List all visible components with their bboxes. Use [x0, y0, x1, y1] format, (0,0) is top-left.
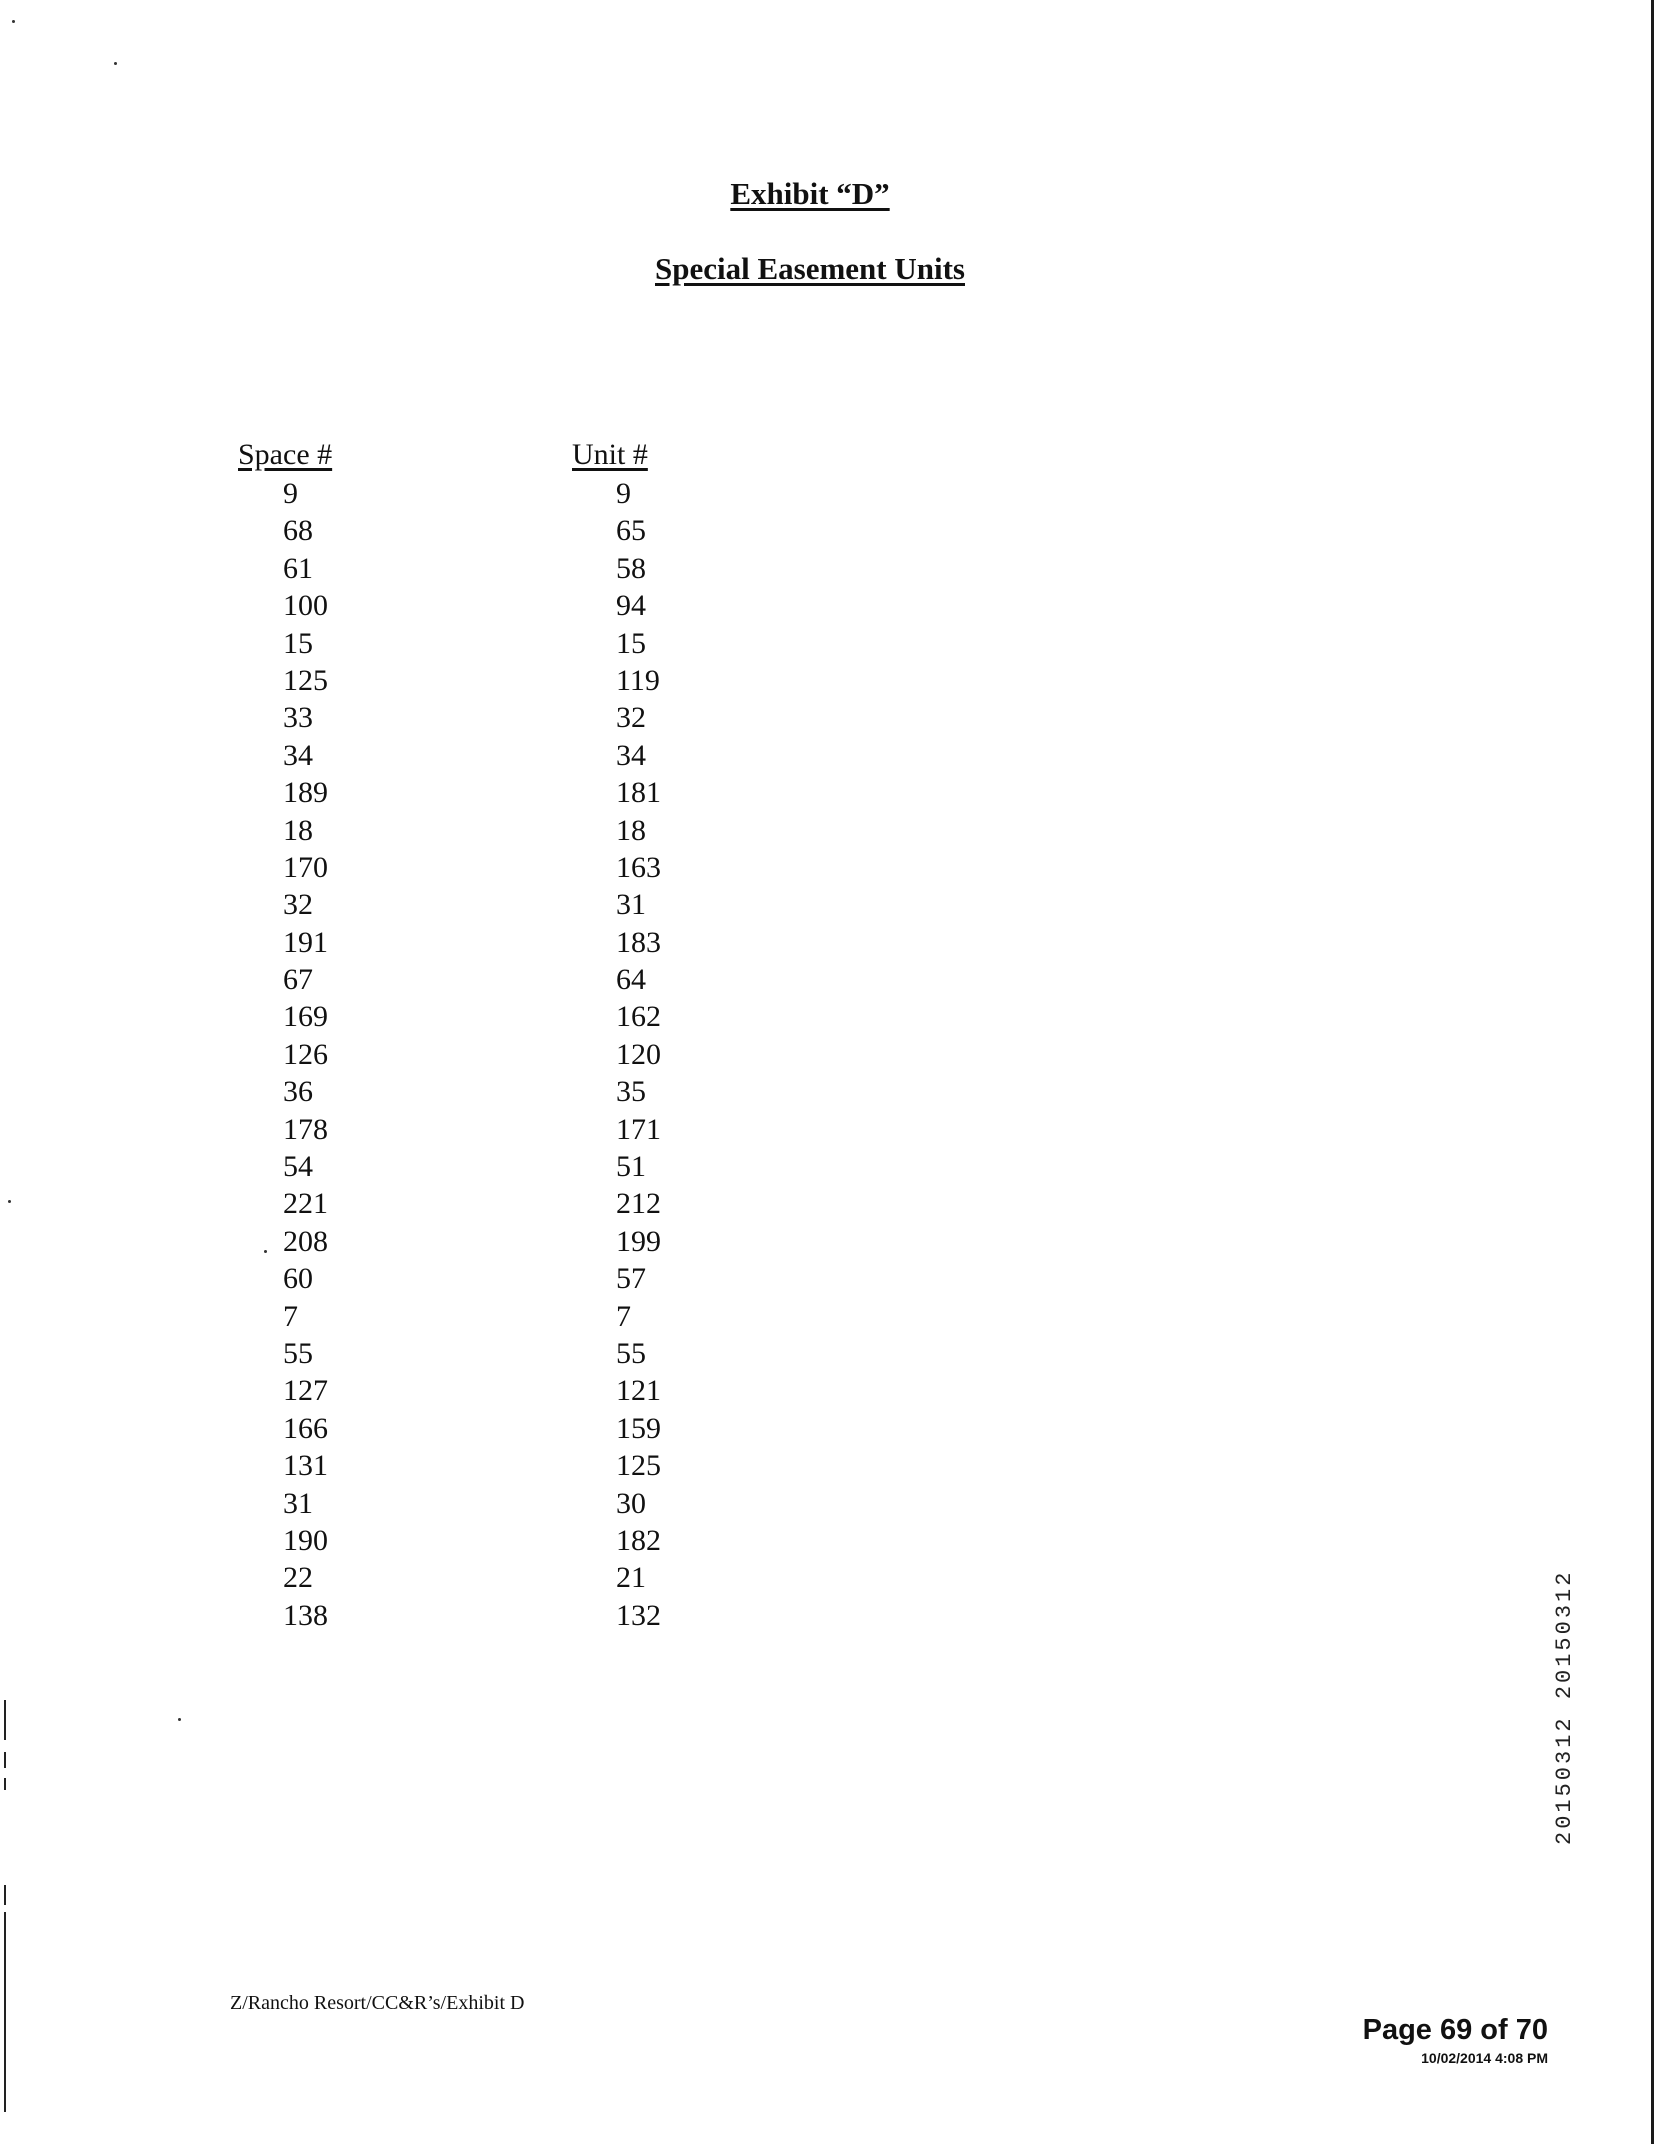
table-row: [0, 737, 800, 774]
cell-unit-number: 171: [616, 1112, 661, 1146]
cell-space-number: 208: [283, 1224, 328, 1258]
cell-unit-number: 94: [616, 589, 646, 623]
cell-unit-number: 64: [616, 963, 646, 997]
cell-space-number: 138: [283, 1598, 328, 1632]
cell-unit-number: 31: [616, 888, 646, 922]
scan-speck: [12, 20, 15, 23]
cell-unit-number: 163: [616, 850, 661, 884]
print-timestamp: 10/02/2014 4:08 PM: [1421, 2050, 1548, 2066]
table-row: [0, 1559, 800, 1596]
cell-unit-number: 32: [616, 701, 646, 735]
cell-space-number: 131: [283, 1449, 328, 1483]
cell-space-number: 169: [283, 1000, 328, 1034]
cell-unit-number: 65: [616, 514, 646, 548]
scan-mark: [4, 1778, 6, 1790]
scan-mark: [4, 1752, 6, 1768]
table-row: [0, 1522, 800, 1559]
table-row: [0, 998, 800, 1035]
table-row: [0, 1335, 800, 1372]
table-row: [0, 1485, 800, 1522]
cell-space-number: 100: [283, 589, 328, 623]
table-row: [0, 1185, 800, 1222]
scan-speck: [178, 1718, 181, 1721]
table-row: [0, 961, 800, 998]
cell-space-number: 125: [283, 663, 328, 697]
table-row: [0, 1447, 800, 1484]
cell-unit-number: 125: [616, 1449, 661, 1483]
table-row: [0, 1223, 800, 1260]
cell-unit-number: 183: [616, 925, 661, 959]
table-row: [0, 849, 800, 886]
cell-unit-number: 132: [616, 1598, 661, 1632]
table-row: [0, 699, 800, 736]
cell-unit-number: 199: [616, 1224, 661, 1258]
cell-unit-number: 162: [616, 1000, 661, 1034]
cell-space-number: 34: [283, 738, 313, 772]
document-subtitle-text: Special Easement Units: [655, 251, 965, 286]
cell-unit-number: 35: [616, 1075, 646, 1109]
table-row: [0, 1073, 800, 1110]
cell-unit-number: 18: [616, 813, 646, 847]
cell-space-number: 36: [283, 1075, 313, 1109]
cell-unit-number: 212: [616, 1187, 661, 1221]
cell-unit-number: 34: [616, 738, 646, 772]
cell-space-number: 31: [283, 1486, 313, 1520]
cell-space-number: 54: [283, 1150, 313, 1184]
table-row: [0, 812, 800, 849]
table-row: [0, 550, 800, 587]
page-number: Page 69 of 70: [1362, 2014, 1548, 2046]
table-row: [0, 1111, 800, 1148]
table-row: [0, 1260, 800, 1297]
table-row: [0, 774, 800, 811]
table-row: [0, 1372, 800, 1409]
cell-space-number: 55: [283, 1336, 313, 1370]
table-row: [0, 512, 800, 549]
cell-unit-number: 15: [616, 626, 646, 660]
footer-file-path: Z/Rancho Resort/CC&R’s/Exhibit D: [230, 1992, 525, 2014]
cell-space-number: 170: [283, 850, 328, 884]
cell-unit-number: 120: [616, 1037, 661, 1071]
table-row: [0, 1298, 800, 1335]
cell-unit-number: 121: [616, 1374, 661, 1408]
cell-unit-number: 119: [616, 663, 660, 697]
scan-speck: [114, 62, 117, 65]
table-row: [0, 1148, 800, 1185]
cell-space-number: 166: [283, 1411, 328, 1445]
cell-unit-number: 30: [616, 1486, 646, 1520]
cell-space-number: 18: [283, 813, 313, 847]
cell-space-number: 32: [283, 888, 313, 922]
cell-space-number: 190: [283, 1523, 328, 1557]
scan-mark: [4, 1700, 6, 1740]
cell-space-number: 7: [283, 1299, 298, 1333]
cell-unit-number: 58: [616, 551, 646, 585]
table-row: [0, 924, 800, 961]
document-title-text: Exhibit “D”: [730, 176, 890, 211]
cell-space-number: 68: [283, 514, 313, 548]
table-row: [0, 1597, 800, 1634]
table-body: [0, 475, 800, 1634]
table-row: [0, 625, 800, 662]
cell-space-number: 67: [283, 963, 313, 997]
document-title: [0, 176, 1620, 212]
cell-space-number: 22: [283, 1561, 313, 1595]
cell-unit-number: 21: [616, 1561, 646, 1595]
cell-space-number: 221: [283, 1187, 328, 1221]
page-edge: [1651, 0, 1654, 2144]
cell-unit-number: 7: [616, 1299, 631, 1333]
cell-unit-number: 51: [616, 1150, 646, 1184]
cell-space-number: 60: [283, 1262, 313, 1296]
cell-unit-number: 181: [616, 776, 661, 810]
table-row: [0, 1410, 800, 1447]
table-row: [0, 662, 800, 699]
column-header-unit: Unit #: [572, 438, 648, 471]
cell-space-number: 178: [283, 1112, 328, 1146]
cell-unit-number: 55: [616, 1336, 646, 1370]
cell-space-number: 127: [283, 1374, 328, 1408]
cell-space-number: 9: [283, 477, 298, 510]
cell-space-number: 191: [283, 925, 328, 959]
cell-unit-number: 9: [616, 477, 631, 510]
cell-unit-number: 57: [616, 1262, 646, 1296]
cell-unit-number: 182: [616, 1523, 661, 1557]
column-header-space: Space #: [238, 438, 333, 471]
table-row: [0, 886, 800, 923]
table-row: [0, 1036, 800, 1073]
table-row: [0, 475, 800, 512]
cell-space-number: 33: [283, 701, 313, 735]
scan-mark: [4, 1912, 6, 2112]
document-subtitle: [0, 251, 1620, 287]
cell-space-number: 189: [283, 776, 328, 810]
cell-space-number: 61: [283, 551, 313, 585]
table-row: [0, 587, 800, 624]
cell-space-number: 126: [283, 1037, 328, 1071]
cell-space-number: 15: [283, 626, 313, 660]
cell-unit-number: 159: [616, 1411, 661, 1445]
recording-stamp: 20150312 20150312: [1552, 1569, 1577, 1845]
scan-mark: [4, 1885, 6, 1905]
